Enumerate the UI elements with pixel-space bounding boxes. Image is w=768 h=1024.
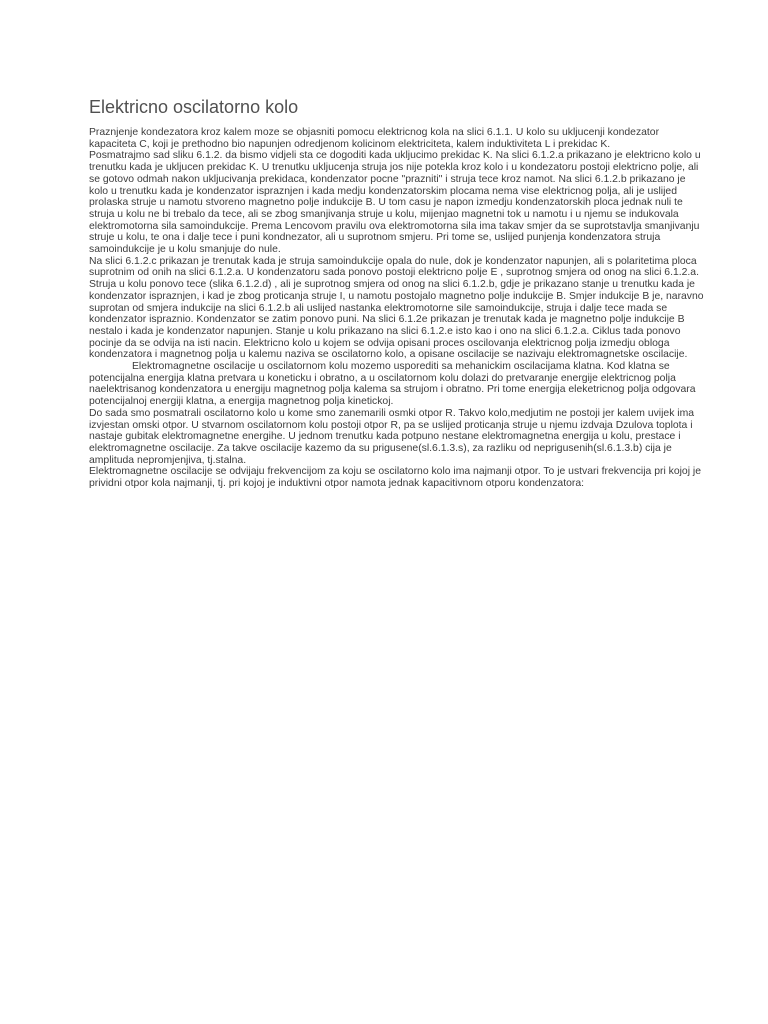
paragraph-pendulum-analogy: Elektromagnetne oscilacije u oscilatornom kolu mozemo usporediti sa mehanickim oscilacijama klatna. Kod klatna se potencijalna energija klatna pretvara u koneticku i obratno, a u oscilatornom kolu dolazi do pretvaranje energije elektricnog polja naelektrisanog kondenzatora u energiju magnetnog polja kalema sa strujom i obratno. Pri tome energija eleketricnog polja odgovara potencijalnoj energiji klatna, a energija magnetnog polja kinetickoj. [89, 361, 696, 408]
paragraph-cycle: Na slici 6.1.2.c prikazan je trenutak kada je struja samoindukcije opala do nule, dok je kondenzator napunjen, ali s polaritetima ploca suprotnim od onih na slici 6.1.2.a. U kondenzatoru sada ponovo postoji elektricno polje E , suprotnog smjera od onog na slici 6.1.2.a. Struja u kolu ponovo tece (slika 6.1.2.d) , ali je suprotnog smjera od onog na slici 6.1.2.b, gdje je prikazano stanje u trenutku kada je kondenzator ispraznjen, i kad je zbog proticanja struje I, u namotu postojalo magnetno polje indukcije B. Smjer indukcije B je, naravno suprotan od smjera indukcije na slici 6.1.2.b ali uslijed nastanka elektromotorne sile samoindukcije, struja i dalje tece mada se kondenzator ispraznio. Kondenzator se zatim ponovo puni. Na slici 6.1.2e prikazan je trenutak kada je magnetno polje indukcije B nestalo i kada je kondenzator napunjen. Stanje u kolu prikazano na slici 6.1.2.e isto kao i ono na slici 6.1.2.a. Ciklus tada ponovo pocinje da se odvija na isti nacin. Elektricno kolo u kojem se odvija opisani proces oscilovanja elektricnog polja izmedju obloga kondenzatora i magnetnog polja u kalemu naziva se oscilatorno kolo, a opisane oscilacije se nazivaju elektromagnetske oscilacije. [89, 255, 704, 361]
paragraph-intro: Praznjenje kondezatora kroz kalem moze se objasniti pomocu elektricnog kola na slici 6.1.1. U kolo su ukljucenji kondezator kapaciteta C, koji je prethodno bio napunjen odredjenom kolicinom elektriciteta, kalem induktiviteta L i prekidac K. [89, 127, 660, 150]
paragraph-switch-closed: Posmatrajmo sad sliku 6.1.2. da bismo vidjeli sta ce dogoditi kada ukljucimo prekidac K. Na slici 6.1.2.a prikazano je elektricno kolo u trenutku kada je ukljucen prekidac K. U trenutku ukljucenja struja jos nije potekla kroz kolo i u kondezatoru postoji elektricno polje, ali se gotovo odmah nakon ukljucivanja prekidaca, kondenzator pocne "prazniti" i struja tece kroz namot. Na slici 6.1.2.b prikazano je kolo u trenutku kada je kondenzator ispraznjen i kada medju kondenzatorskim plocama nema vise elektricnog polja, ali je uslijed prolaska struje u namotu stvoreno magnetno polje indukcije B. U tom casu je napon izmedju kondenzatorskih ploca jednak nuli te struja u kolu ne bi trebalo da tece, ali se zbog smanjivanja struje u kolu, mijenjao magnetni tok u namotu i u njemu se indukovala elektromotorna sila samoindukcije. Prema Lencovom pravilu ova elektromotorna sila ima takav smjer da se suprotstavlja smanjivanju struje u kolu, te ona i dalje tece i puni kondnezator, ali u suprotnom smjeru. Pri tome se, uslijed punjenja kondenzatora struja samoindukcije je u kolu smanjuje do nule. [89, 150, 701, 256]
page-title: Elektricno oscilatorno kolo [89, 97, 299, 117]
paragraph-damped-oscillations: Do sada smo posmatrali oscilatorno kolo u kome smo zanemarili osmki otpor R. Takvo kolo,medjutim ne postoji jer kalem uvijek ima izvjestan omski otpor. U stvarnom oscilatornom kolu postoji otpor R, pa se uslijed proticanja struje u njemu izdvaja Dzulova toplota i nastaje gubitak elektromagnetne energihe. U jednom trenutku kada potpuno nestane elektromagnetna energija u kolu, prestace i elektromagnetne oscilacije. Za takve oscilacije kazemo da su prigusene(sl.6.1.3.s), za razliku od neprigusenih(sl.6.1.3.b) cija je amplituda nepromjenjiva, tj.stalna. [89, 407, 695, 466]
document-body [89, 127, 704, 490]
paragraph-resonance-frequency: Elektromagnetne oscilacije se odvijaju frekvencijom za koju se oscilatorno kolo ima najmanji otpor. To je ustvari frekvencija pri kojoj je prividni otpor kola najmanji, tj. pri kojoj je induktivni otpor namota jednak kapacitivnom otporu kondenzatora: [89, 466, 701, 490]
